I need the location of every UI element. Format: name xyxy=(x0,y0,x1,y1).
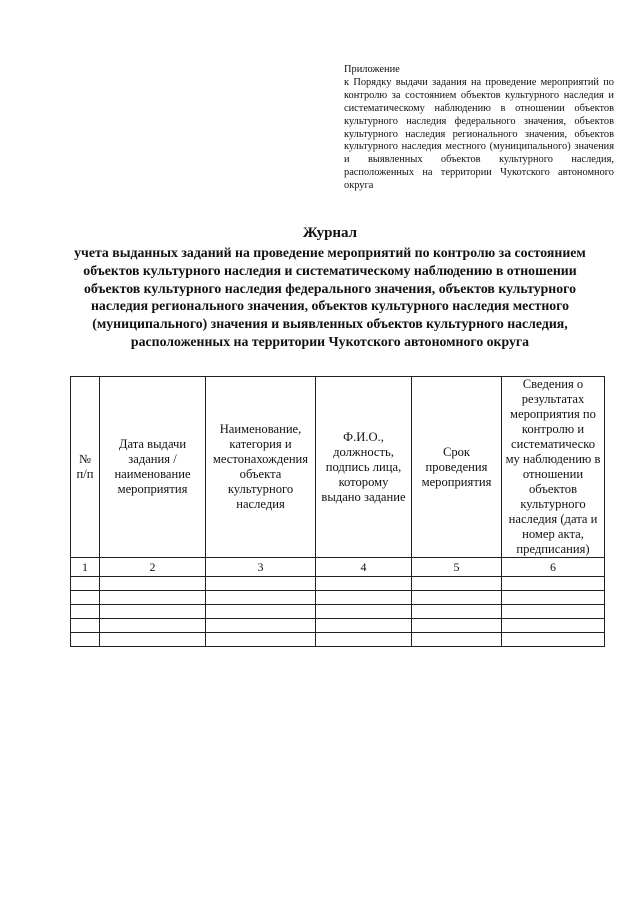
table-cell xyxy=(100,591,206,605)
table-cell xyxy=(71,577,100,591)
empty-rows xyxy=(71,577,605,647)
table-cell xyxy=(206,633,316,647)
table-cell xyxy=(316,577,412,591)
table-cell xyxy=(412,605,502,619)
table-cell xyxy=(412,633,502,647)
table-header-row xyxy=(71,377,605,558)
header-recipient: Ф.И.О., должность, подпись лица, которому выдано задание xyxy=(316,377,412,558)
table-cell xyxy=(412,591,502,605)
table-cell xyxy=(206,591,316,605)
table-row xyxy=(71,605,605,619)
header-results: Сведения о результатах мероприятия по контролю и систематическо му наблюдению в отношении объектов культурного наследия (дата и номер акта, предписания) xyxy=(502,377,605,558)
table-cell xyxy=(316,633,412,647)
table-cell xyxy=(100,619,206,633)
table-cell xyxy=(412,619,502,633)
title-line-1: Журнал xyxy=(302,225,358,241)
table-cell xyxy=(316,591,412,605)
table-cell xyxy=(206,577,316,591)
header-object-name: Наименование, категория и местонахождения объекта культурного наследия xyxy=(206,377,316,558)
table-cell xyxy=(502,605,605,619)
table-cell xyxy=(316,619,412,633)
journal-table xyxy=(70,376,605,647)
column-number-row xyxy=(71,558,605,577)
column-number: 4 xyxy=(316,558,412,577)
document-title xyxy=(60,224,600,351)
table-row xyxy=(71,591,605,605)
table-cell xyxy=(502,633,605,647)
table-cell xyxy=(100,633,206,647)
table-cell xyxy=(100,577,206,591)
table-cell xyxy=(71,633,100,647)
table-cell xyxy=(316,605,412,619)
table-cell xyxy=(412,577,502,591)
table-row xyxy=(71,577,605,591)
table-cell xyxy=(71,605,100,619)
table-cell xyxy=(502,619,605,633)
table-cell xyxy=(502,577,605,591)
column-number: 3 xyxy=(206,558,316,577)
table-row xyxy=(71,633,605,647)
column-number: 6 xyxy=(502,558,605,577)
header-deadline: Срок проведения мероприятия xyxy=(412,377,502,558)
annex-block xyxy=(344,64,614,193)
table-cell xyxy=(206,605,316,619)
column-number: 1 xyxy=(71,558,100,577)
column-number: 5 xyxy=(412,558,502,577)
table-cell xyxy=(71,619,100,633)
table-cell xyxy=(100,605,206,619)
annex-heading: Приложение xyxy=(344,64,400,75)
header-issue-date: Дата выдачи задания /наименование мероприятия xyxy=(100,377,206,558)
table-cell xyxy=(502,591,605,605)
title-line-2: учета выданных заданий на проведение мероприятий по контролю за состоянием объектов культурного наследия и систематическому наблюдению в отношении объектов культурного наследия федерального значения, объектов культурного наследия регионального значения, объектов культурного наследия местного (муниципального) значения и выявленных объектов культурного наследия, расположенных на территории Чукотского автономного округа xyxy=(74,245,586,349)
table-row xyxy=(71,619,605,633)
table-cell xyxy=(71,591,100,605)
header-number: № п/п xyxy=(71,377,100,558)
column-number: 2 xyxy=(100,558,206,577)
table-cell xyxy=(206,619,316,633)
annex-text: к Порядку выдачи задания на проведение мероприятий по контролю за состоянием объектов культурного наследия и систематическому наблюдению в отношении объектов культурного наследия федерального значения, объектов культурного наследия регионального значения, объектов культурного наследия местного (муниципального) значения и выявленных объектов культурного наследия, расположенных на территории Чукотского автономного округа xyxy=(344,76,614,192)
